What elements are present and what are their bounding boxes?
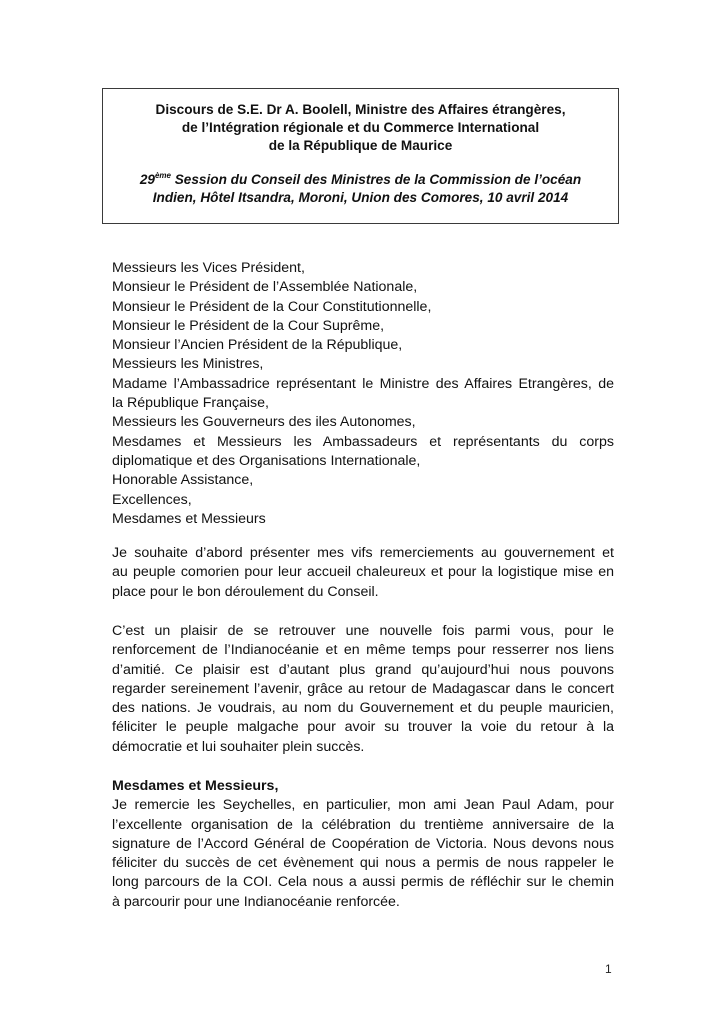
salutation-line: Messieurs les Vices Président,: [112, 260, 305, 276]
salutation-line: Messieurs les Gouverneurs des iles Autonomes,: [112, 414, 416, 431]
paragraph-line: démocratie et lui souhaiter plein succès.: [112, 738, 365, 755]
paragraph-seychelles: [112, 777, 614, 912]
session-line-1: [103, 171, 618, 189]
paragraph-madagascar: [112, 622, 614, 757]
salutation-line: Monsieur le Président de la Cour Constitutionnelle,: [112, 298, 432, 315]
page-number: 1: [605, 962, 612, 976]
speech-title: [103, 101, 618, 155]
salutation-line: Mesdames et Messieurs: [112, 510, 266, 527]
salutation-line: Monsieur le Président de la Cour Suprême,: [112, 317, 385, 334]
salutation-line: Excellences,: [112, 491, 192, 508]
title-line: de la République de Maurice: [268, 138, 453, 153]
paragraph-line: d’amitié. Ce plaisir est d’autant plus grand qu’aujourd’hui nous pouvons: [112, 661, 614, 678]
paragraph-line: C’est un plaisir de se retrouver une nouvelle fois parmi vous, pour le: [112, 623, 614, 639]
paragraph-line: Je remercie les Seychelles, en particulier, mon ami Jean Paul Adam, pour: [112, 797, 614, 814]
paragraph-line: long parcours de la COI. Cela nous a aussi permis de réfléchir sur le chemin: [112, 874, 614, 891]
session-number: 29: [139, 172, 155, 187]
paragraph-thanks: [112, 544, 614, 602]
salutation-line: Madame l’Ambassadrice représentant le Ministre des Affaires Etrangères, de: [112, 375, 614, 392]
paragraph-line: au peuple comorien pour leur accueil chaleureux et pour la logistique mise en: [112, 564, 614, 581]
title-line: de l’Intégration régionale et du Commerce International: [181, 120, 540, 135]
session-line-2: Indien, Hôtel Itsandra, Moroni, Union des Comores, 10 avril 2014: [152, 190, 569, 205]
paragraph-line: l’excellente organisation de la célébration du trentième anniversaire de la: [112, 816, 614, 833]
session-subtitle: [103, 171, 618, 207]
paragraph-line: des nations. Je voudrais, au nom du Gouvernement et du peuple mauricien,: [112, 700, 614, 717]
paragraph-line: féliciter le peuple malgache pour avoir su trouver la voie du retour à la: [112, 719, 614, 736]
paragraph-line: place pour le bon déroulement du Conseil.: [112, 583, 379, 600]
paragraph-line: Je souhaite d’abord présenter mes vifs remerciements au gouvernement et: [112, 545, 614, 561]
title-box: [102, 88, 619, 224]
paragraph-line: à parcourir pour une Indianocéanie renforcée.: [112, 893, 400, 910]
paragraph-line: renforcement de l’Indianocéanie et en même temps pour resserrer nos liens: [112, 642, 614, 659]
session-line-1-text: Session du Conseil des Ministres de la Commission de l’océan: [170, 172, 582, 187]
paragraph-line: féliciter du succès de cet évènement qui nous a permis de nous rappeler le: [112, 855, 614, 872]
paragraph-line: signature de l’Accord Général de Coopération de Victoria. Nous devons nous: [112, 835, 614, 852]
salutation-line: diplomatique et des Organisations Internationale,: [112, 452, 421, 469]
salutation-line: Messieurs les Ministres,: [112, 356, 264, 373]
salutation-line: Honorable Assistance,: [112, 472, 254, 489]
session-suffix: ème: [154, 171, 171, 180]
salutation-line: la République Française,: [112, 395, 269, 412]
title-line: Discours de S.E. Dr A. Boolell, Ministre des Affaires étrangères,: [155, 102, 566, 117]
paragraph-heading: Mesdames et Messieurs,: [112, 778, 279, 794]
paragraph-line: regarder sereinement l’avenir, grâce au retour de Madagascar dans le concert: [112, 680, 614, 697]
salutation-line: Monsieur le Président de l’Assemblée Nationale,: [112, 279, 418, 296]
salutations-block: [112, 259, 614, 529]
salutation-line: Mesdames et Messieurs les Ambassadeurs et représentants du corps: [112, 433, 614, 450]
salutation-line: Monsieur l’Ancien Président de la République,: [112, 337, 403, 354]
